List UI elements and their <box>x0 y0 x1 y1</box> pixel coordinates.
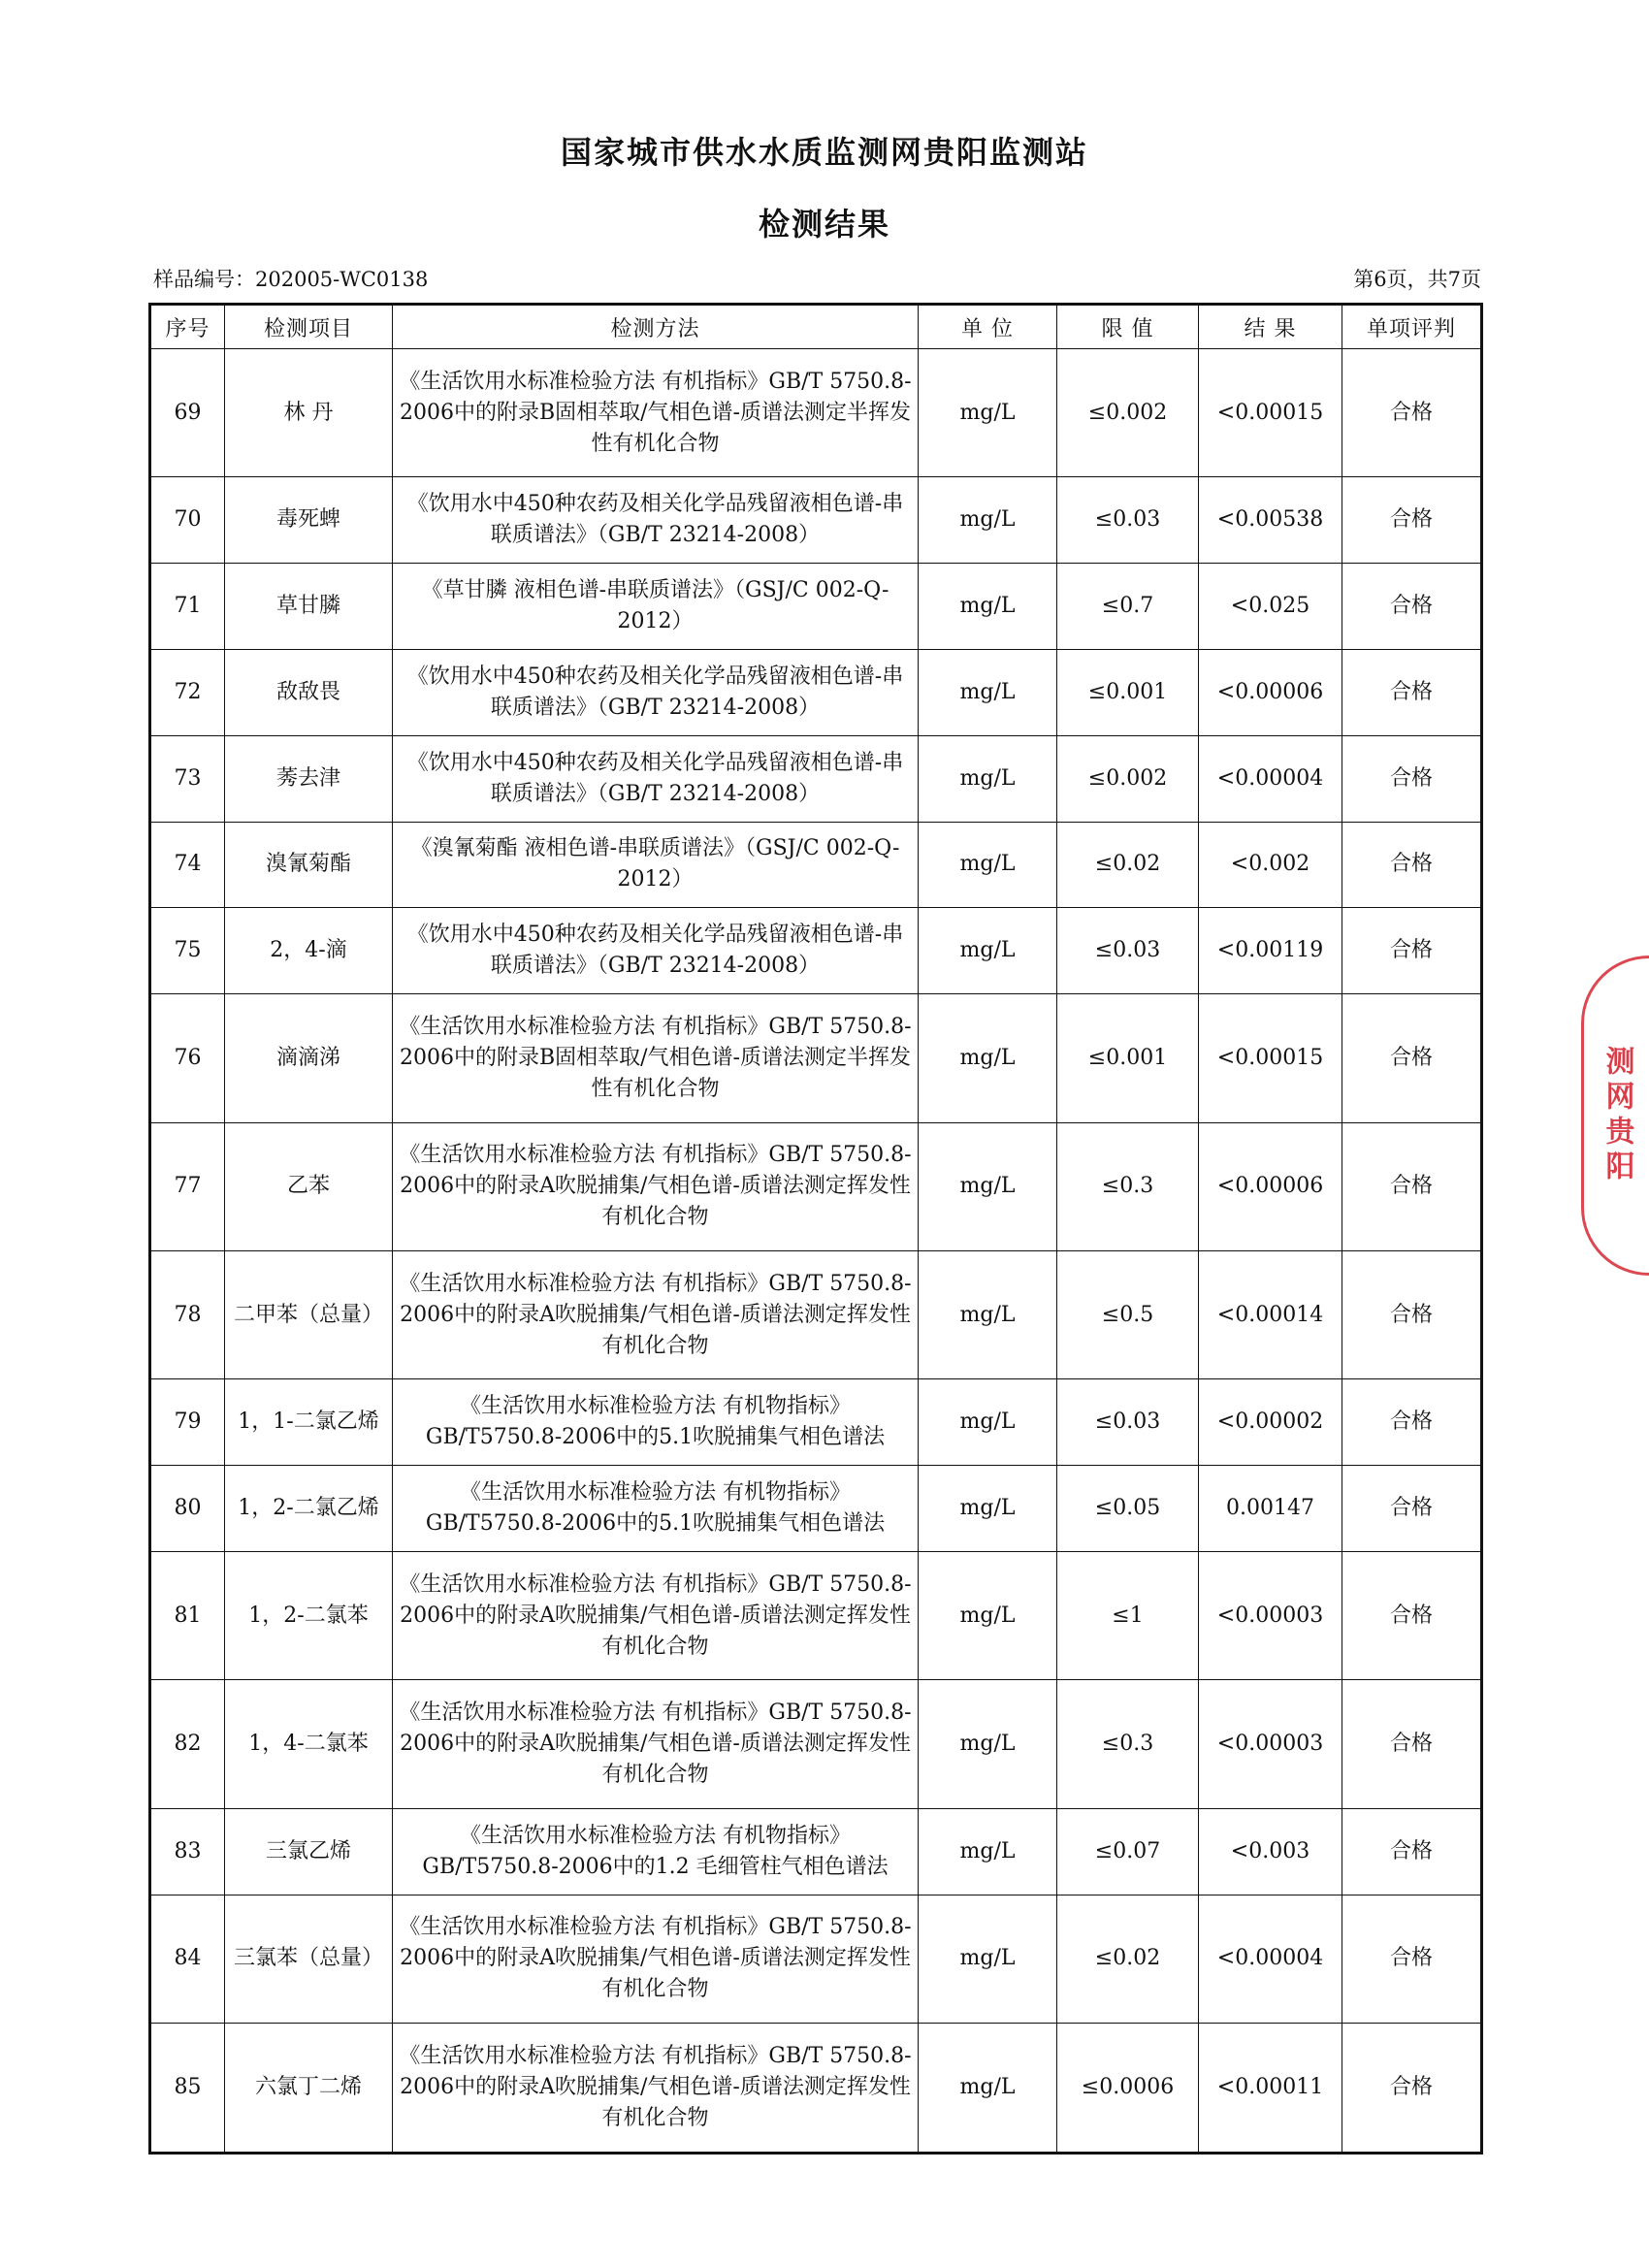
cell-result: <0.00015 <box>1199 994 1342 1122</box>
cell-limit: ≤0.03 <box>1057 477 1199 564</box>
cell-limit: ≤0.07 <box>1057 1808 1199 1895</box>
table-row <box>150 1808 1482 1895</box>
cell-method: 《生活饮用水标准检验方法 有机物指标》GB/T5750.8-2006中的5.1吹脱捕集气相色谱法 <box>393 1379 919 1466</box>
cell-limit: ≤0.03 <box>1057 1379 1199 1466</box>
page-indicator: 第6页，共7页 <box>1353 268 1481 291</box>
cell-no: 80 <box>150 1466 225 1552</box>
cell-no: 74 <box>150 822 225 908</box>
col-header-no: 序号 <box>150 305 225 349</box>
cell-item: 毒死蜱 <box>225 477 393 564</box>
cell-item: 1，1-二氯乙烯 <box>225 1379 393 1466</box>
cell-method: 《生活饮用水标准检验方法 有机指标》GB/T 5750.8-2006中的附录B固相萃取/气相色谱-质谱法测定半挥发性有机化合物 <box>393 994 919 1122</box>
table-row <box>150 349 1482 477</box>
cell-unit: mg/L <box>919 1895 1057 2023</box>
cell-result: <0.003 <box>1199 1808 1342 1895</box>
cell-unit: mg/L <box>919 649 1057 735</box>
cell-method: 《生活饮用水标准检验方法 有机指标》GB/T 5750.8-2006中的附录A吹脱捕集/气相色谱-质谱法测定挥发性有机化合物 <box>393 1551 919 1679</box>
cell-item: 1，4-二氯苯 <box>225 1680 393 1808</box>
cell-limit: ≤0.02 <box>1057 822 1199 908</box>
table-row <box>150 1466 1482 1552</box>
cell-result: <0.00003 <box>1199 1680 1342 1808</box>
cell-method: 《生活饮用水标准检验方法 有机指标》GB/T 5750.8-2006中的附录A吹脱捕集/气相色谱-质谱法测定挥发性有机化合物 <box>393 1895 919 2023</box>
cell-unit: mg/L <box>919 994 1057 1122</box>
table-row <box>150 1250 1482 1378</box>
cell-item: 2，4-滴 <box>225 908 393 994</box>
col-header-result: 结 果 <box>1199 305 1342 349</box>
cell-limit: ≤0.002 <box>1057 349 1199 477</box>
cell-limit: ≤0.001 <box>1057 994 1199 1122</box>
cell-no: 69 <box>150 349 225 477</box>
page-title: 国家城市供水水质监测网贵阳监测站 <box>560 134 1088 171</box>
cell-unit: mg/L <box>919 477 1057 564</box>
cell-result: <0.025 <box>1199 564 1342 650</box>
col-header-item: 检测项目 <box>225 305 393 349</box>
cell-no: 70 <box>150 477 225 564</box>
cell-result: <0.00011 <box>1199 2024 1342 2154</box>
cell-limit: ≤0.5 <box>1057 1250 1199 1378</box>
cell-unit: mg/L <box>919 1680 1057 1808</box>
cell-unit: mg/L <box>919 1379 1057 1466</box>
cell-verdict: 合格 <box>1342 1379 1482 1466</box>
cell-verdict: 合格 <box>1342 1250 1482 1378</box>
cell-unit: mg/L <box>919 564 1057 650</box>
cell-result: <0.00006 <box>1199 1122 1342 1250</box>
cell-method: 《生活饮用水标准检验方法 有机指标》GB/T 5750.8-2006中的附录B固相萃取/气相色谱-质谱法测定半挥发性有机化合物 <box>393 349 919 477</box>
cell-limit: ≤0.001 <box>1057 649 1199 735</box>
cell-verdict: 合格 <box>1342 1466 1482 1552</box>
page-subtitle: 检测结果 <box>758 206 890 243</box>
cell-method: 《溴氰菊酯 液相色谱-串联质谱法》（GSJ/C 002-Q-2012） <box>393 822 919 908</box>
cell-item: 1，2-二氯苯 <box>225 1551 393 1679</box>
cell-method: 《草甘膦 液相色谱-串联质谱法》（GSJ/C 002-Q-2012） <box>393 564 919 650</box>
cell-no: 77 <box>150 1122 225 1250</box>
cell-verdict: 合格 <box>1342 1680 1482 1808</box>
cell-item: 溴氰菊酯 <box>225 822 393 908</box>
cell-limit: ≤0.0006 <box>1057 2024 1199 2154</box>
cell-verdict: 合格 <box>1342 2024 1482 2154</box>
official-seal: 测网贵阳 <box>1581 956 1649 1276</box>
cell-method: 《生活饮用水标准检验方法 有机指标》GB/T 5750.8-2006中的附录A吹脱捕集/气相色谱-质谱法测定挥发性有机化合物 <box>393 2024 919 2154</box>
cell-result: <0.00119 <box>1199 908 1342 994</box>
cell-unit: mg/L <box>919 349 1057 477</box>
cell-verdict: 合格 <box>1342 735 1482 822</box>
table-row <box>150 477 1482 564</box>
cell-result: <0.00006 <box>1199 649 1342 735</box>
cell-unit: mg/L <box>919 735 1057 822</box>
cell-unit: mg/L <box>919 1808 1057 1895</box>
cell-no: 71 <box>150 564 225 650</box>
cell-item: 1，2-二氯乙烯 <box>225 1466 393 1552</box>
cell-unit: mg/L <box>919 1551 1057 1679</box>
cell-result: <0.00004 <box>1199 735 1342 822</box>
cell-limit: ≤0.3 <box>1057 1122 1199 1250</box>
cell-no: 75 <box>150 908 225 994</box>
cell-method: 《饮用水中450种农药及相关化学品残留液相色谱-串联质谱法》（GB/T 23214-2008） <box>393 908 919 994</box>
cell-method: 《饮用水中450种农药及相关化学品残留液相色谱-串联质谱法》（GB/T 23214-2008） <box>393 735 919 822</box>
cell-item: 三氯乙烯 <box>225 1808 393 1895</box>
cell-no: 72 <box>150 649 225 735</box>
table-row <box>150 994 1482 1122</box>
cell-result: <0.00002 <box>1199 1379 1342 1466</box>
cell-verdict: 合格 <box>1342 564 1482 650</box>
cell-no: 84 <box>150 1895 225 2023</box>
cell-limit: ≤0.002 <box>1057 735 1199 822</box>
cell-item: 莠去津 <box>225 735 393 822</box>
col-header-limit: 限 值 <box>1057 305 1199 349</box>
cell-verdict: 合格 <box>1342 649 1482 735</box>
table-row <box>150 649 1482 735</box>
cell-verdict: 合格 <box>1342 908 1482 994</box>
table-row <box>150 1551 1482 1679</box>
cell-no: 82 <box>150 1680 225 1808</box>
cell-method: 《饮用水中450种农药及相关化学品残留液相色谱-串联质谱法》（GB/T 23214-2008） <box>393 649 919 735</box>
cell-result: <0.00003 <box>1199 1551 1342 1679</box>
cell-verdict: 合格 <box>1342 1808 1482 1895</box>
cell-verdict: 合格 <box>1342 1551 1482 1679</box>
cell-method: 《生活饮用水标准检验方法 有机指标》GB/T 5750.8-2006中的附录A吹脱捕集/气相色谱-质谱法测定挥发性有机化合物 <box>393 1122 919 1250</box>
cell-unit: mg/L <box>919 2024 1057 2154</box>
cell-verdict: 合格 <box>1342 1895 1482 2023</box>
cell-limit: ≤0.02 <box>1057 1895 1199 2023</box>
table-row <box>150 908 1482 994</box>
cell-limit: ≤1 <box>1057 1551 1199 1679</box>
col-header-verdict: 单项评判 <box>1342 305 1482 349</box>
cell-limit: ≤0.3 <box>1057 1680 1199 1808</box>
table-row <box>150 1680 1482 1808</box>
cell-verdict: 合格 <box>1342 477 1482 564</box>
table-header-row <box>150 305 1482 349</box>
table-row <box>150 2024 1482 2154</box>
cell-result: <0.002 <box>1199 822 1342 908</box>
table-row <box>150 1379 1482 1466</box>
cell-unit: mg/L <box>919 908 1057 994</box>
col-header-unit: 单 位 <box>919 305 1057 349</box>
cell-unit: mg/L <box>919 1122 1057 1250</box>
cell-item: 滴滴涕 <box>225 994 393 1122</box>
cell-verdict: 合格 <box>1342 1122 1482 1250</box>
cell-no: 81 <box>150 1551 225 1679</box>
table-row <box>150 735 1482 822</box>
cell-unit: mg/L <box>919 822 1057 908</box>
cell-verdict: 合格 <box>1342 822 1482 908</box>
table-row <box>150 1895 1482 2023</box>
cell-limit: ≤0.7 <box>1057 564 1199 650</box>
cell-item: 三氯苯（总量） <box>225 1895 393 2023</box>
cell-result: <0.00004 <box>1199 1895 1342 2023</box>
cell-no: 83 <box>150 1808 225 1895</box>
cell-method: 《生活饮用水标准检验方法 有机指标》GB/T 5750.8-2006中的附录A吹脱捕集/气相色谱-质谱法测定挥发性有机化合物 <box>393 1680 919 1808</box>
cell-method: 《饮用水中450种农药及相关化学品残留液相色谱-串联质谱法》（GB/T 23214-2008） <box>393 477 919 564</box>
cell-item: 乙苯 <box>225 1122 393 1250</box>
cell-no: 85 <box>150 2024 225 2154</box>
cell-method: 《生活饮用水标准检验方法 有机物指标》GB/T5750.8-2006中的5.1吹脱捕集气相色谱法 <box>393 1466 919 1552</box>
cell-result: 0.00147 <box>1199 1466 1342 1552</box>
cell-result: <0.00014 <box>1199 1250 1342 1378</box>
cell-item: 草甘膦 <box>225 564 393 650</box>
cell-no: 76 <box>150 994 225 1122</box>
cell-result: <0.00538 <box>1199 477 1342 564</box>
cell-method: 《生活饮用水标准检验方法 有机指标》GB/T 5750.8-2006中的附录A吹脱捕集/气相色谱-质谱法测定挥发性有机化合物 <box>393 1250 919 1378</box>
cell-item: 六氯丁二烯 <box>225 2024 393 2154</box>
cell-unit: mg/L <box>919 1250 1057 1378</box>
col-header-method: 检测方法 <box>393 305 919 349</box>
cell-limit: ≤0.03 <box>1057 908 1199 994</box>
cell-no: 78 <box>150 1250 225 1378</box>
results-table <box>148 303 1483 2155</box>
cell-unit: mg/L <box>919 1466 1057 1552</box>
cell-item: 林 丹 <box>225 349 393 477</box>
table-row <box>150 564 1482 650</box>
table-row <box>150 822 1482 908</box>
cell-verdict: 合格 <box>1342 994 1482 1122</box>
cell-item: 二甲苯（总量） <box>225 1250 393 1378</box>
cell-no: 73 <box>150 735 225 822</box>
cell-limit: ≤0.05 <box>1057 1466 1199 1552</box>
cell-method: 《生活饮用水标准检验方法 有机物指标》GB/T5750.8-2006中的1.2 毛细管柱气相色谱法 <box>393 1808 919 1895</box>
cell-item: 敌敌畏 <box>225 649 393 735</box>
table-row <box>150 1122 1482 1250</box>
cell-result: <0.00015 <box>1199 349 1342 477</box>
cell-no: 79 <box>150 1379 225 1466</box>
cell-verdict: 合格 <box>1342 349 1482 477</box>
sample-number: 样品编号：202005-WC0138 <box>153 268 429 291</box>
